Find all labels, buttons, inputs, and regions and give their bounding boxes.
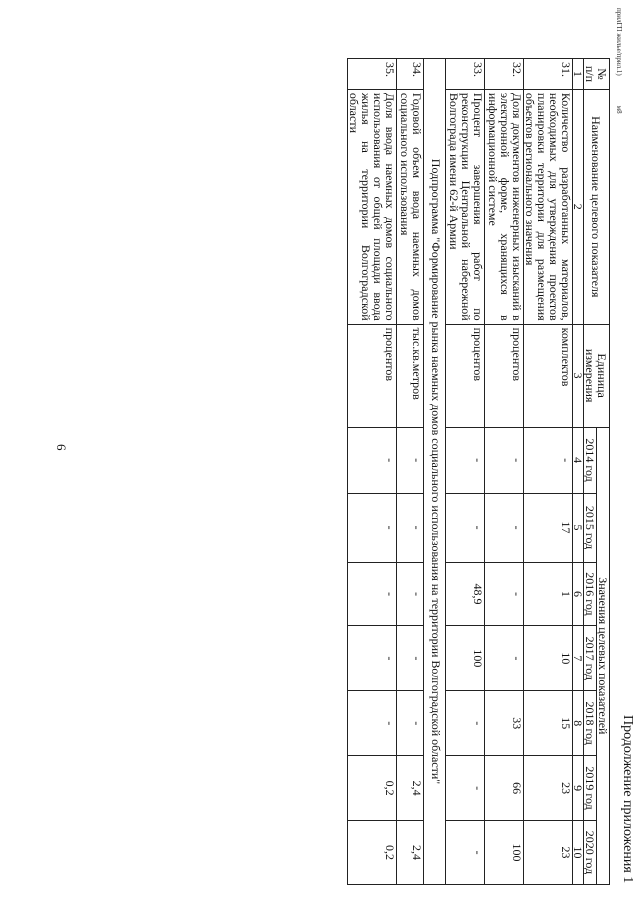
value-cell: 100 [485,821,524,885]
column-number: 8 [573,691,584,756]
value-cell: - [446,691,485,756]
value-cell: - [485,493,524,562]
indicator-unit: процентов [348,324,397,427]
header-year: 2020 год [584,821,597,885]
indicator-name: Доля документов инженерных изысканий в электронной форме, хранящихся в информационной системе [485,89,524,324]
value-cell: - [397,691,424,756]
table-row [524,59,573,885]
value-cell: 23 [524,756,573,821]
header-name: Наименование целевого показателя [584,89,610,324]
value-cell: - [348,427,397,493]
indicators-table [347,58,610,885]
indicator-unit: процентов [485,324,524,427]
column-number-row [573,59,584,885]
value-cell: - [397,493,424,562]
column-number: 2 [573,89,584,324]
value-cell: 15 [524,691,573,756]
table-row [446,59,485,885]
header-row-1 [597,59,610,885]
value-cell: 0,2 [348,756,397,821]
header-year: 2014 год [584,427,597,493]
value-cell: - [485,427,524,493]
value-cell: - [348,493,397,562]
indicator-name: Количество разработанных материалов, необходимых для утверждения проектов планировки территории для размещения объектов регионального значения [524,89,573,324]
header-values-group: Значения целевых показателей [597,427,610,884]
page-number: 6 [54,444,69,451]
header-year: 2016 год [584,562,597,626]
value-cell: - [446,427,485,493]
table-row [397,59,424,885]
value-cell: 10 [524,626,573,691]
column-number: 6 [573,562,584,626]
value-cell: - [348,626,397,691]
appendix-title: Продолжение приложения 1 [620,715,635,884]
footer [615,8,623,114]
column-number: 7 [573,626,584,691]
value-cell: - [524,427,573,493]
column-number: 4 [573,427,584,493]
value-cell: 23 [524,821,573,885]
value-cell: 1 [524,562,573,626]
value-cell: 66 [485,756,524,821]
subprogram-row [424,59,446,885]
value-cell: - [446,493,485,562]
footer-number: м8 [615,105,623,114]
table-row [348,59,397,885]
indicator-unit: процентов [446,324,485,427]
row-number: 33. [446,59,485,90]
value-cell: 2,4 [397,821,424,885]
indicator-name: Процент завершения работ по реконструкции Центральной набережной Волгограда имени 62-й Армии [446,89,485,324]
column-number: 1 [573,59,584,90]
value-cell: - [348,562,397,626]
header-year: 2017 год [584,626,597,691]
row-number: 34. [397,59,424,90]
footer-code: прилГП жилье/прил.1) [615,8,623,76]
value-cell: - [397,427,424,493]
column-number: 5 [573,493,584,562]
indicator-unit: комплектов [524,324,573,427]
value-cell: 2,4 [397,756,424,821]
value-cell: - [485,626,524,691]
column-number: 9 [573,756,584,821]
table-row [485,59,524,885]
column-number: 10 [573,821,584,885]
header-year: 2019 год [584,756,597,821]
value-cell: - [485,562,524,626]
value-cell: - [446,821,485,885]
value-cell: 0,2 [348,821,397,885]
column-number: 3 [573,324,584,427]
row-number: 35. [348,59,397,90]
header-year: 2018 год [584,691,597,756]
value-cell: 17 [524,493,573,562]
indicator-name: Годовой объем ввода наемных домов социального использования [397,89,424,324]
value-cell: 48,9 [446,562,485,626]
row-number: 31. [524,59,573,90]
value-cell: - [397,562,424,626]
header-num: № п/п [584,59,610,90]
subprogram-title: Подпрограмма "Формирование рынка наемных домов социального использования на территории Волгоградской области" [424,59,446,885]
value-cell: 100 [446,626,485,691]
row-number: 32. [485,59,524,90]
value-cell: - [397,626,424,691]
header-year: 2015 год [584,493,597,562]
header-unit: Единица измерения [584,324,610,427]
value-cell: 33 [485,691,524,756]
value-cell: - [348,691,397,756]
value-cell: - [446,756,485,821]
indicator-name: Доля ввода наемных домов социального использования от общей площади ввода жилья на территории Волгоградской области [348,89,397,324]
indicator-unit: тыс.кв.метров [397,324,424,427]
